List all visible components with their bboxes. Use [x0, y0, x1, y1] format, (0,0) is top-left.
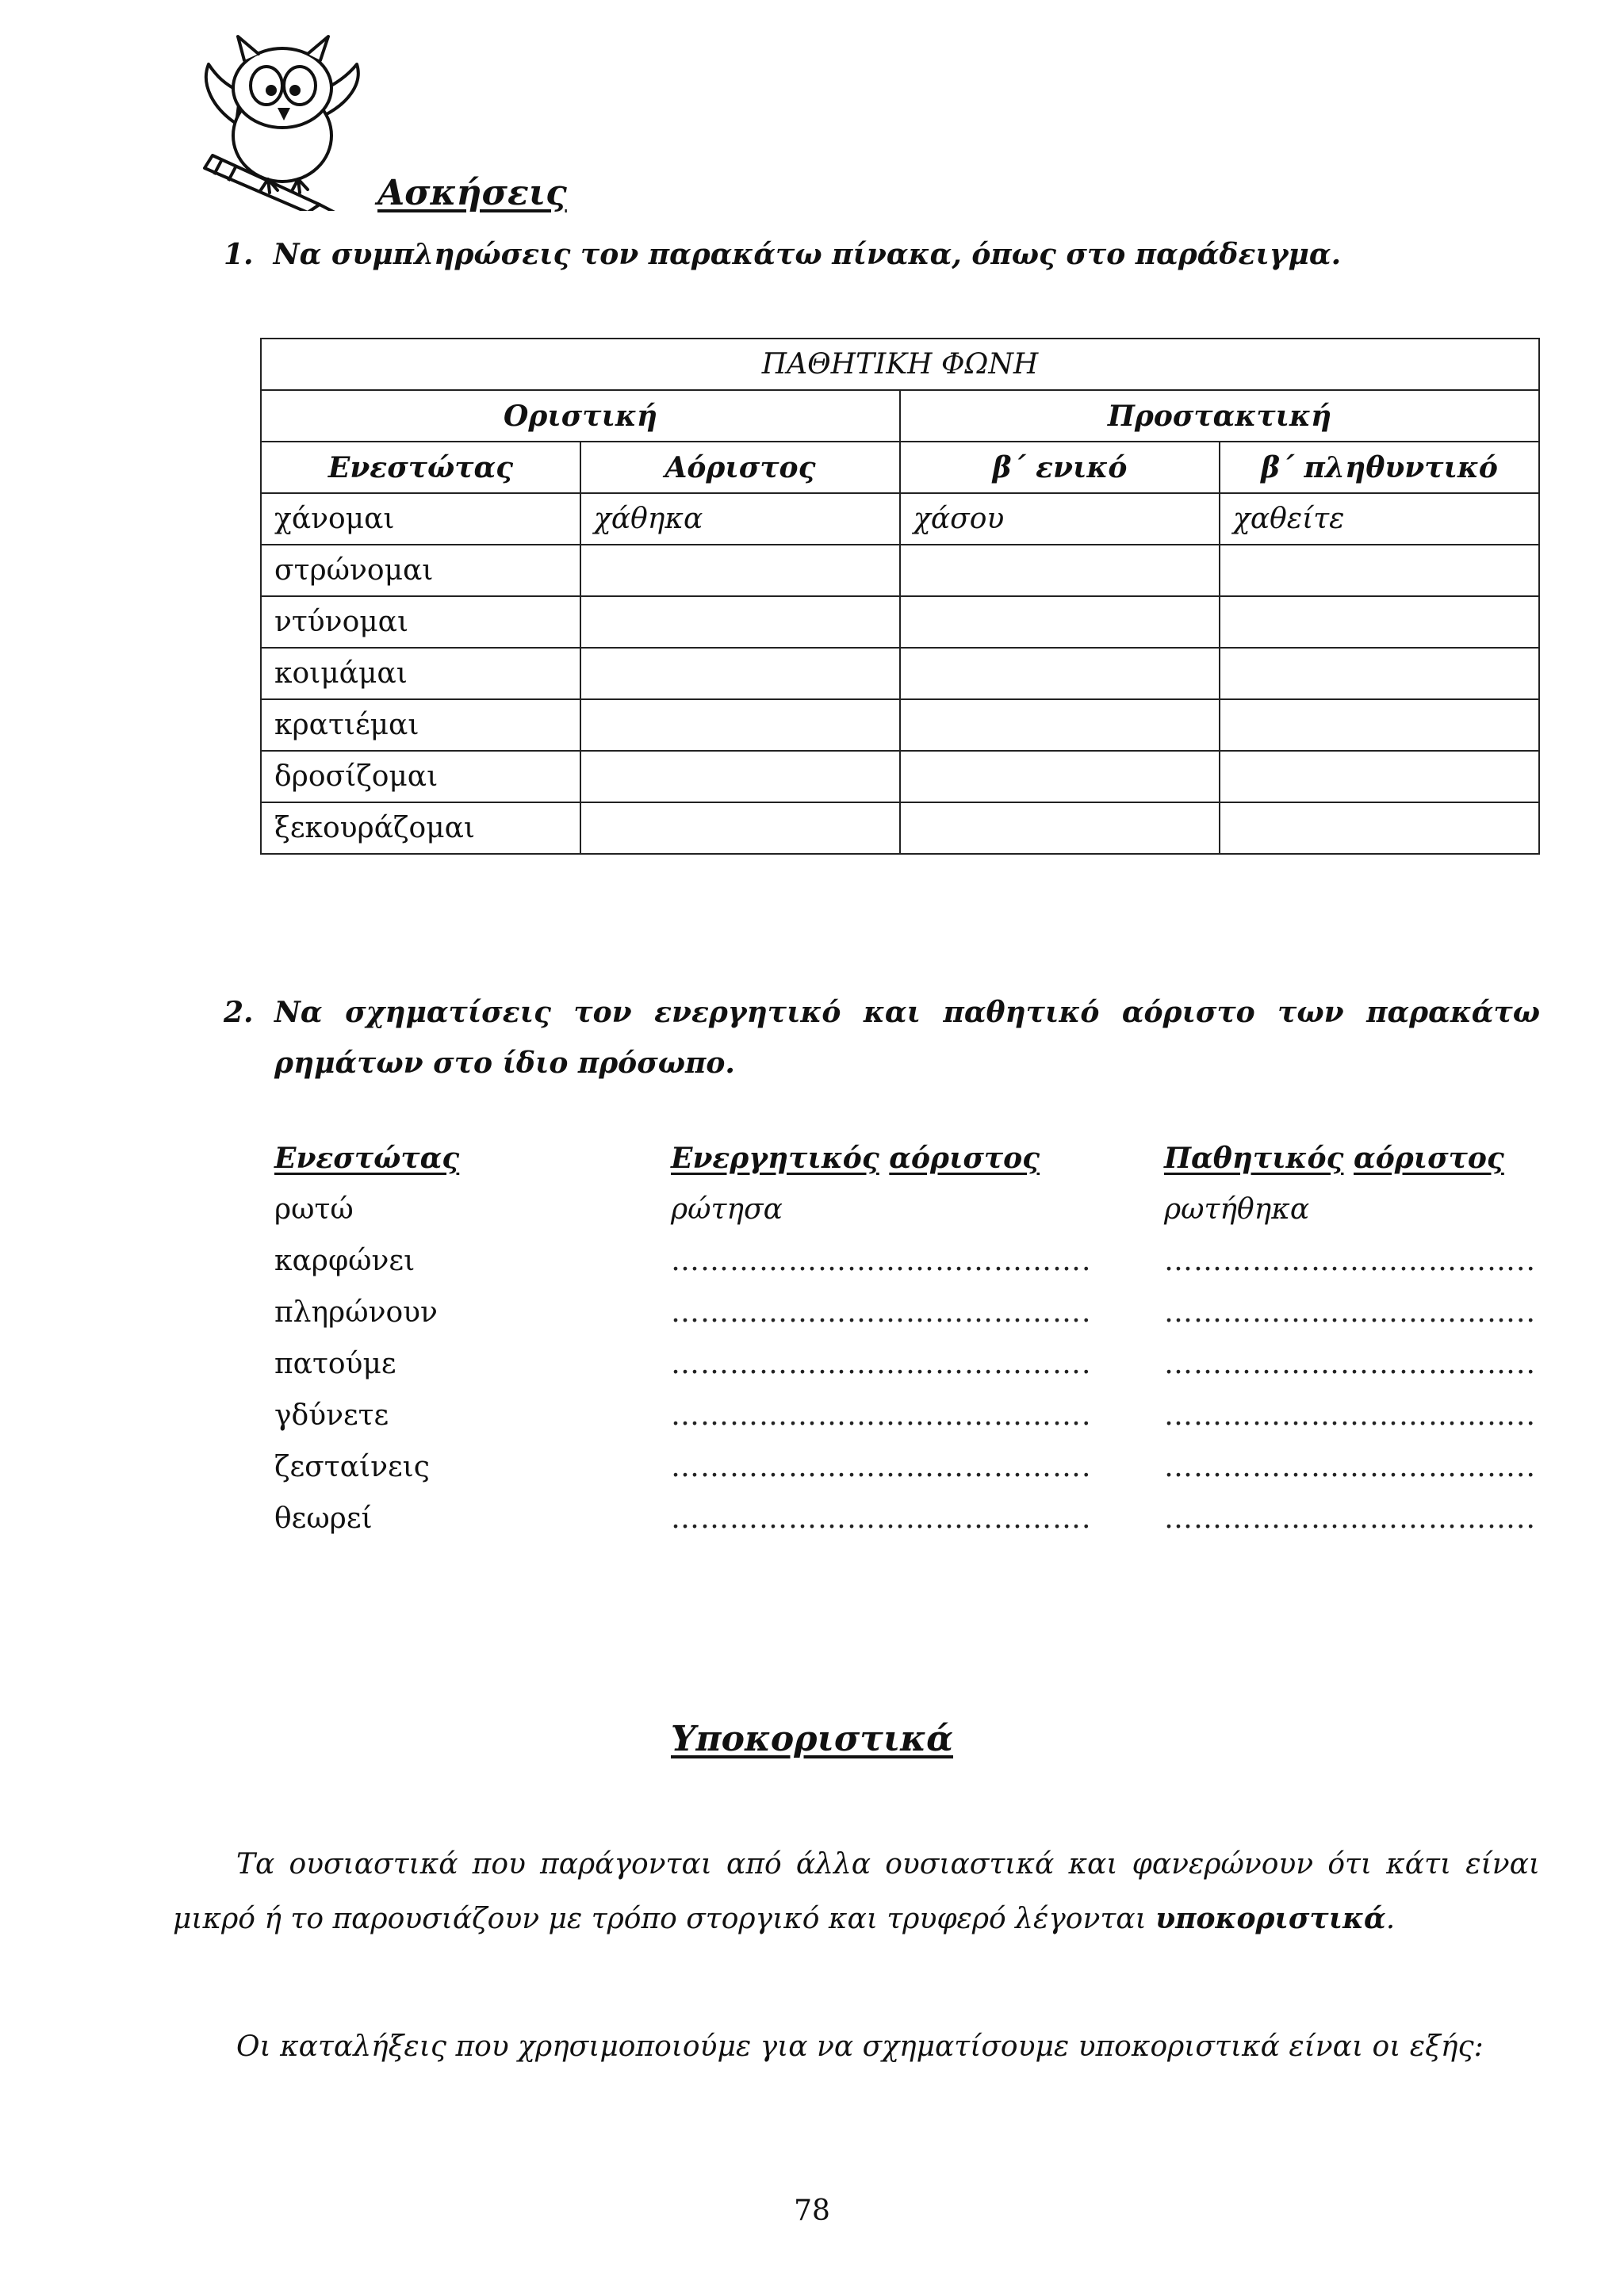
singular-cell[interactable]: χάσου	[900, 493, 1220, 545]
list-item	[274, 1399, 1543, 1451]
list-item	[274, 1193, 1543, 1245]
present-cell: δροσίζομαι	[261, 751, 580, 802]
singular-cell[interactable]	[900, 802, 1220, 854]
group-header-oristiki: Οριστική	[261, 390, 900, 442]
singular-cell[interactable]	[900, 596, 1220, 648]
plural-cell[interactable]	[1220, 699, 1539, 751]
plural-cell[interactable]: χαθείτε	[1220, 493, 1539, 545]
aorist-cell[interactable]	[580, 802, 900, 854]
exercises-heading: Ασκήσεις	[377, 173, 567, 213]
present-cell: χάνομαι	[261, 493, 580, 545]
exercise-1-text: Να συμπληρώσεις τον παρακάτω πίνακα, όπως στο παράδειγμα.	[273, 238, 1342, 271]
list-header-row	[274, 1142, 1543, 1193]
plural-cell[interactable]	[1220, 802, 1539, 854]
verb-present: γδύνετε	[274, 1399, 389, 1432]
column-header-plural: β΄ πληθυντικό	[1220, 442, 1539, 493]
paragraph-period: .	[1385, 1903, 1396, 1935]
present-cell: στρώνομαι	[261, 545, 580, 596]
present-cell: ξεκουράζομαι	[261, 802, 580, 854]
aorist-list	[274, 1142, 1543, 1554]
aorist-cell[interactable]	[580, 699, 900, 751]
page-number: 78	[794, 2195, 830, 2227]
present-cell: κρατιέμαι	[261, 699, 580, 751]
exercise-2-number: 2.	[224, 996, 254, 1029]
plural-cell[interactable]	[1220, 648, 1539, 699]
column-header-aorist: Αόριστος	[580, 442, 900, 493]
active-aorist-blank[interactable]: …………………………………….	[671, 1502, 1092, 1535]
table-row	[261, 596, 1539, 648]
header-present: Ενεστώτας	[274, 1142, 460, 1175]
active-aorist-blank[interactable]: …………………………………….	[671, 1399, 1092, 1432]
owl-with-pencil-icon	[181, 29, 379, 211]
table-row	[261, 545, 1539, 596]
plural-cell[interactable]	[1220, 596, 1539, 648]
bold-term: υποκοριστικά	[1155, 1902, 1386, 1935]
list-item	[274, 1348, 1543, 1399]
definition-paragraph	[173, 1838, 1540, 1946]
verb-passive-aorist: ρωτήθηκα	[1164, 1193, 1310, 1226]
present-cell: ντύνομαι	[261, 596, 580, 648]
section-title	[0, 1719, 1624, 1759]
exercise-2-text-line2: ρημάτων στο ίδιο πρόσωπο.	[274, 1047, 735, 1080]
list-item	[274, 1451, 1543, 1502]
aorist-cell[interactable]	[580, 648, 900, 699]
exercise-2-instruction	[224, 987, 1540, 1089]
active-aorist-blank[interactable]: …………………………………….	[671, 1451, 1092, 1483]
plural-cell[interactable]	[1220, 545, 1539, 596]
active-aorist-blank[interactable]: …………………………………….	[671, 1296, 1092, 1329]
aorist-cell[interactable]	[580, 545, 900, 596]
verb-present: πατούμε	[274, 1348, 396, 1380]
table-title: ΠΑΘΗΤΙΚΗ ΦΩΝΗ	[261, 339, 1539, 390]
aorist-cell[interactable]	[580, 751, 900, 802]
passive-aorist-blank[interactable]: ………………………………..	[1164, 1451, 1536, 1483]
group-header-prostaktiki: Προστακτική	[900, 390, 1539, 442]
passive-aorist-blank[interactable]: ………………………………..	[1164, 1399, 1536, 1432]
present-cell: κοιμάμαι	[261, 648, 580, 699]
verb-present: ζεσταίνεις	[274, 1451, 430, 1483]
singular-cell[interactable]	[900, 751, 1220, 802]
passive-aorist-blank[interactable]: ………………………………..	[1164, 1348, 1536, 1380]
column-header-present: Ενεστώτας	[261, 442, 580, 493]
table-row	[261, 699, 1539, 751]
aorist-cell[interactable]	[580, 596, 900, 648]
list-item	[274, 1502, 1543, 1554]
header-active-aorist: Ενεργητικός αόριστος	[671, 1142, 1040, 1175]
verb-active-aorist: ρώτησα	[671, 1193, 783, 1226]
verb-present: ρωτώ	[274, 1193, 354, 1226]
singular-cell[interactable]	[900, 699, 1220, 751]
endings-paragraph: Οι καταλήξεις που χρησιμοποιούμε για να σχηματίσουμε υποκοριστικά είναι οι εξής:	[236, 2030, 1484, 2063]
passive-aorist-blank[interactable]: ………………………………..	[1164, 1296, 1536, 1329]
active-aorist-blank[interactable]: …………………………………….	[671, 1348, 1092, 1380]
exercise-1-instruction	[224, 238, 1341, 271]
table-row	[261, 648, 1539, 699]
table-row	[261, 802, 1539, 854]
diminutives-title: Υποκοριστικά	[670, 1719, 954, 1759]
aorist-cell[interactable]: χάθηκα	[580, 493, 900, 545]
passive-aorist-blank[interactable]: ………………………………..	[1164, 1245, 1536, 1277]
table-row	[261, 751, 1539, 802]
active-aorist-blank[interactable]: …………………………………….	[671, 1245, 1092, 1277]
verb-present: θεωρεί	[274, 1502, 373, 1535]
paragraph-text: Τα ουσιαστικά που παράγονται από άλλα ουσιαστικά και φανερώνουν ότι κάτι είναι μικρό ή το παρουσιάζουν με τρόπο στοργικό και τρυφερό λέγονται	[173, 1848, 1540, 1935]
table-row	[261, 493, 1539, 545]
passive-voice-table	[260, 338, 1540, 855]
plural-cell[interactable]	[1220, 751, 1539, 802]
list-item	[274, 1245, 1543, 1296]
singular-cell[interactable]	[900, 648, 1220, 699]
verb-present: καρφώνει	[274, 1245, 416, 1277]
passive-aorist-blank[interactable]: ………………………………..	[1164, 1502, 1536, 1535]
list-item	[274, 1296, 1543, 1348]
verb-present: πληρώνουν	[274, 1296, 438, 1329]
header-passive-aorist: Παθητικός αόριστος	[1164, 1142, 1504, 1175]
column-header-singular: β΄ ενικό	[900, 442, 1220, 493]
exercise-2-text-line1: Να σχηματίσεις τον ενεργητικό και παθητικό αόριστο των παρακάτω	[274, 996, 1540, 1029]
singular-cell[interactable]	[900, 545, 1220, 596]
exercise-1-number: 1.	[224, 238, 254, 271]
